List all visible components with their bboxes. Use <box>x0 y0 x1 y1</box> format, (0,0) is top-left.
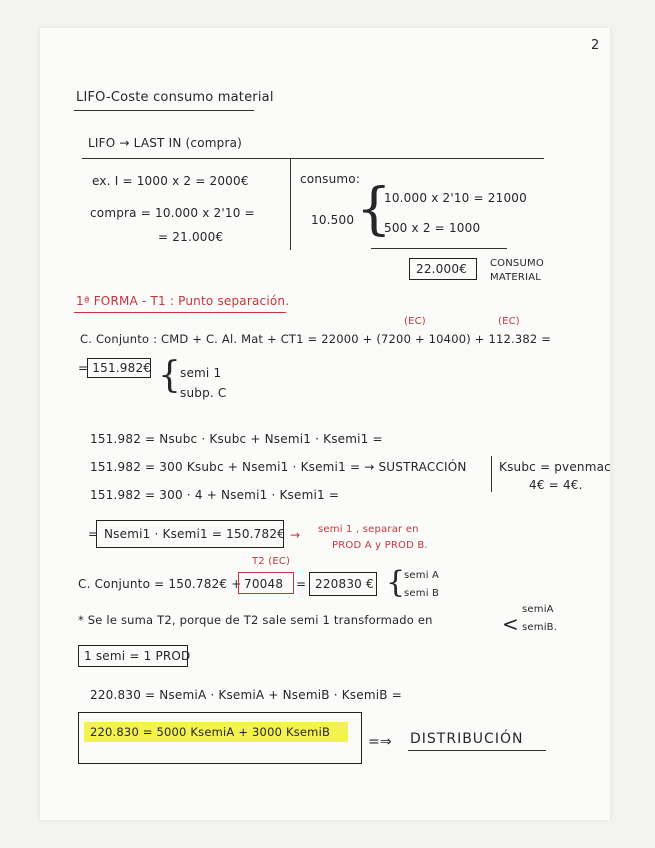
semi-brace: { <box>386 565 406 600</box>
purchase-line-1: compra = 10.000 x 2'10 = <box>90 206 255 220</box>
lifo-definition: LIFO → LAST IN (compra) <box>88 136 243 150</box>
equation-2: 151.982 = 300 Ksubc + Nsemi1 · Ksemi1 = → SUSTRACCIÓN <box>90 460 467 474</box>
t2-note-option-2: semiB. <box>522 622 558 633</box>
equation-5: 220.830 = NsemiA · KsemiA + NsemiB · KsemiB = <box>90 688 402 702</box>
consumo-qty: 10.500 <box>311 213 355 227</box>
forma-title: 1ª FORMA - T1 : Punto separación. <box>76 294 290 308</box>
page-number: 2 <box>591 38 600 53</box>
purchase-line-2: = 21.000€ <box>158 230 224 244</box>
consumo-caption-2: MATERIAL <box>490 272 542 283</box>
t2-note-option-1: semiA <box>522 604 554 615</box>
cconjunto-option-1: semi 1 <box>180 366 222 380</box>
t2-note: * Se le suma T2, porque de T2 sale semi 1 transformado en <box>78 613 433 627</box>
ec-label-1: (EC) <box>404 316 426 327</box>
ksubc-divider <box>491 456 492 492</box>
equation-4: Nsemi1 · Ksemi1 = 150.782€ <box>104 527 286 541</box>
cconjunto-brace: { <box>158 355 181 396</box>
cconjunto2-result: 220830 € <box>315 577 374 591</box>
t2-note-angle: < <box>502 612 519 636</box>
equals-sign: = <box>88 527 99 541</box>
consumo-line-1: 10.000 x 2'10 = 21000 <box>384 191 527 205</box>
semi-option-1: semi A <box>404 570 440 581</box>
cconjunto-option-2: subp. C <box>180 386 227 400</box>
equation-1: 151.982 = Nsubc · Ksubc + Nsemi1 · Ksemi1 = <box>90 432 383 446</box>
cconjunto2-equals: = <box>296 577 307 591</box>
initial-stock: ex. I = 1000 x 2 = 2000€ <box>92 174 249 188</box>
one-semi-note: 1 semi = 1 PROD <box>84 649 191 663</box>
cconjunto-result: = 151.982€ <box>78 361 152 375</box>
consumo-total: 22.000€ <box>416 262 468 276</box>
distribucion-label: DISTRIBUCIÓN <box>410 731 524 747</box>
equation-3: 151.982 = 300 · 4 + Nsemi1 · Ksemi1 = <box>90 488 340 502</box>
double-arrow: =⇒ <box>368 734 392 750</box>
semi-note-2: PROD A y PROD B. <box>332 540 428 551</box>
consumo-brace: { <box>356 177 392 242</box>
t2-value: 70048 <box>244 577 284 591</box>
consumo-line-2: 500 x 2 = 1000 <box>384 221 481 235</box>
table-top-rule <box>82 158 544 159</box>
red-arrow: → <box>290 528 301 542</box>
ksubc-note-2: 4€ = 4€. <box>529 478 583 492</box>
ec-label-2: (EC) <box>498 316 520 327</box>
cconjunto2-prefix: C. Conjunto = 150.782€ + <box>78 577 242 591</box>
page-title: LIFO-Coste consumo material <box>76 90 274 105</box>
title-underline <box>74 110 254 111</box>
cconjunto-equation: C. Conjunto : CMD + C. Al. Mat + CT1 = 22000 + (7200 + 10400) + 112.382 = <box>80 332 552 346</box>
table-divider <box>290 158 291 250</box>
ksubc-note-1: Ksubc = pvenmac <box>499 460 611 474</box>
semi-option-2: semi B <box>404 588 440 599</box>
consumo-sum-rule <box>371 248 507 249</box>
forma-underline <box>74 312 286 313</box>
distribucion-underline <box>408 750 546 751</box>
equation-6: 220.830 = 5000 KsemiA + 3000 KsemiB <box>90 725 331 739</box>
consumo-caption-1: CONSUMO <box>490 258 544 269</box>
semi-note-1: semi 1 , separar en <box>318 524 419 535</box>
consumo-label: consumo: <box>300 172 361 186</box>
t2-label: T2 (EC) <box>252 556 291 567</box>
